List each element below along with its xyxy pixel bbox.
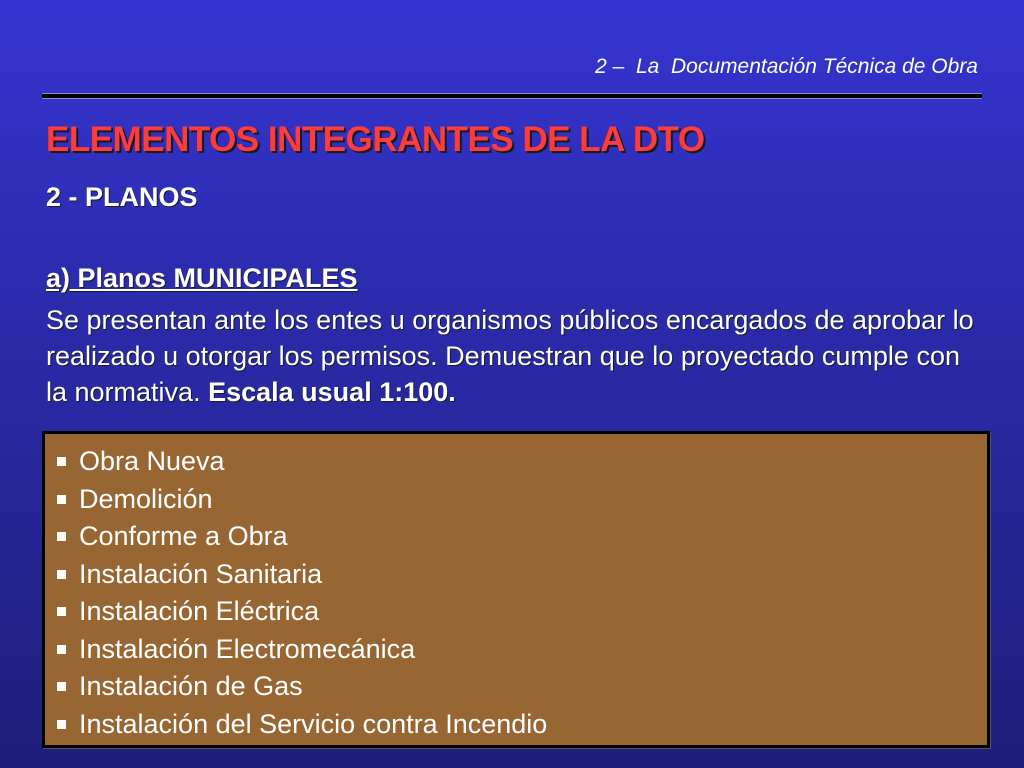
header-title: 2 – La Documentación Técnica de Obra	[595, 55, 978, 78]
list-item	[57, 706, 987, 744]
list-item	[57, 593, 987, 631]
list-item	[57, 481, 987, 519]
scale-text: Escala usual 1:100.	[208, 377, 456, 407]
description-text: Se presentan ante los entes u organismos públicos encargados de aprobar lo realizado u otorgar los permisos. Demuestran que lo proyectado cumple con la normativa.	[46, 305, 974, 407]
list-item	[57, 443, 987, 481]
list-item-label: Instalación de Gas	[79, 671, 303, 702]
square-bullet-icon	[57, 607, 66, 616]
subsection-description	[46, 302, 986, 410]
list-item	[57, 518, 987, 556]
square-bullet-icon	[57, 495, 66, 504]
list-item-label: Instalación Electromecánica	[79, 633, 416, 664]
list-item-label: Instalación Eléctrica	[79, 596, 320, 627]
square-bullet-icon	[57, 570, 66, 579]
square-bullet-icon	[57, 682, 66, 691]
plan-types-box	[42, 431, 990, 748]
list-item-label: Conforme a Obra	[79, 521, 288, 552]
list-item-label: Obra Nueva	[79, 446, 225, 477]
square-bullet-icon	[57, 720, 66, 729]
square-bullet-icon	[57, 532, 66, 541]
list-item-label: Instalación del Servicio contra Incendio	[79, 708, 548, 739]
square-bullet-icon	[57, 645, 66, 654]
list-item	[57, 631, 987, 669]
square-bullet-icon	[57, 457, 66, 466]
subsection-heading: a) Planos MUNICIPALES	[46, 263, 358, 293]
list-item	[57, 668, 987, 706]
main-title: ELEMENTOS INTEGRANTES DE LA DTO	[46, 120, 705, 159]
plan-types-list	[45, 434, 987, 743]
section-title: 2 - PLANOS	[46, 182, 198, 212]
list-item-label: Demolición	[79, 483, 213, 514]
list-item	[57, 556, 987, 594]
header-divider	[42, 93, 982, 99]
list-item-label: Instalación Sanitaria	[79, 558, 323, 589]
